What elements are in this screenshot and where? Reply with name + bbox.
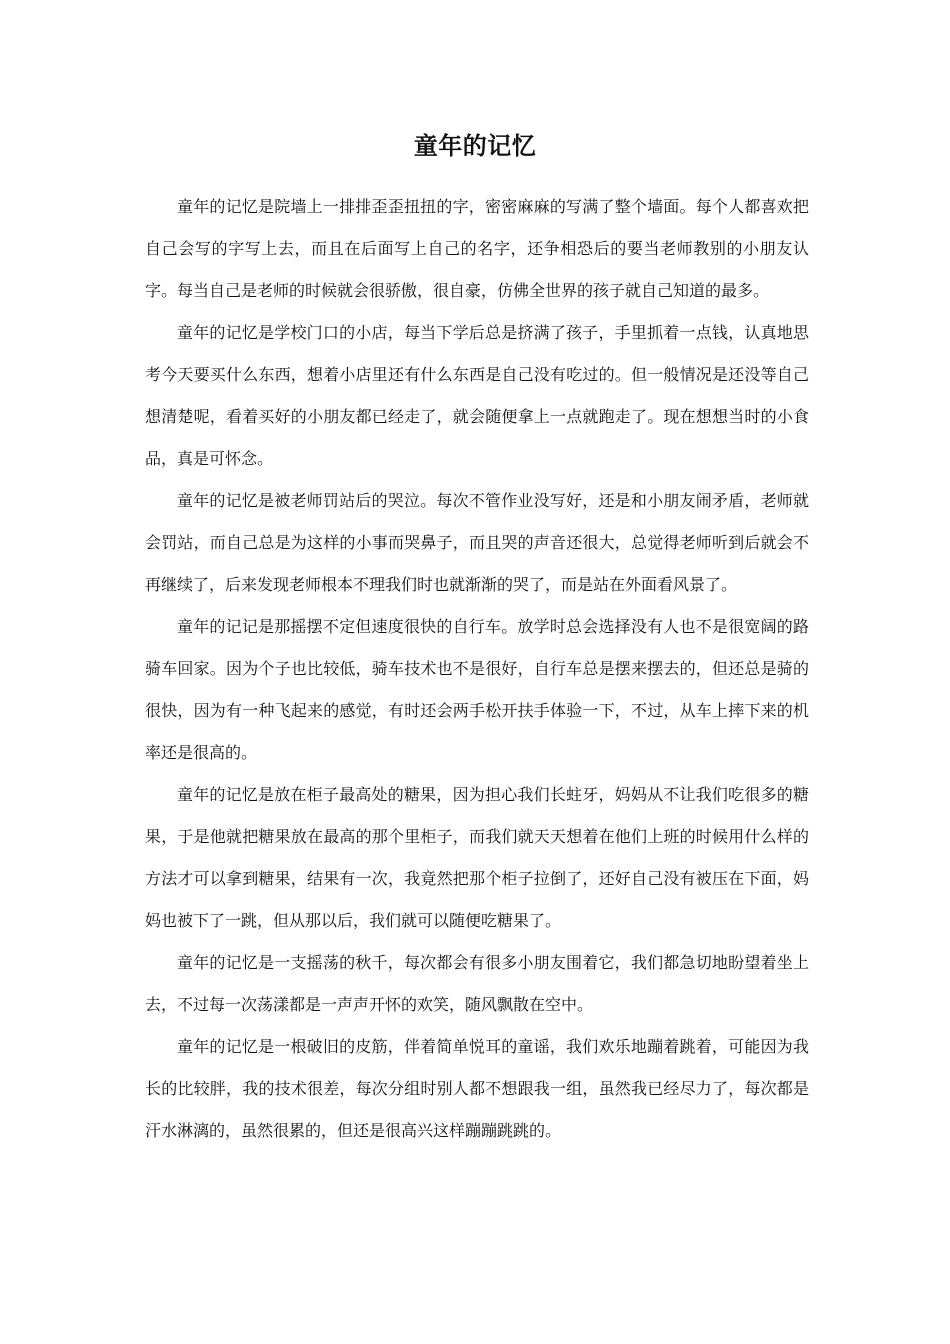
document-body [145, 186, 809, 1152]
paragraph: 童年的记忆是放在柜子最高处的糖果，因为担心我们长蛀牙，妈妈从不让我们吃很多的糖果，于是他就把糖果放在最高的那个里柜子，而我们就天天想着在他们上班的时候用什么样的方法才可以拿到糖果，结果有一次，我竟然把那个柜子拉倒了，还好自己没有被压在下面，妈妈也被下了一跳，但从那以后，我们就可以随便吃糖果了。 [145, 785, 809, 930]
paragraph: 童年的记忆是学校门口的小店，每当下学后总是挤满了孩子，手里抓着一点钱，认真地思考今天要买什么东西，想着小店里还有什么东西是自己没有吃过的。但一般情况是还没等自己想清楚呢，看着买好的小朋友都已经走了，就会随便拿上一点就跑走了。现在想想当时的小食品，真是可怀念。 [145, 323, 809, 468]
paragraph: 童年的记忆是被老师罚站后的哭泣。每次不管作业没写好，还是和小朋友闹矛盾，老师就会罚站，而自己总是为这样的小事而哭鼻子，而且哭的声音还很大，总觉得老师听到后就会不再继续了，后来发现老师根本不理我们时也就渐渐的哭了，而是站在外面看风景了。 [145, 491, 809, 594]
paragraph: 童年的记忆是一支摇荡的秋千，每次都会有很多小朋友围着它，我们都急切地盼望着坐上去，不过每一次荡漾都是一声声开怀的欢笑，随风飘散在空中。 [145, 953, 809, 1014]
paragraph: 童年的记忆是一根破旧的皮筋，伴着简单悦耳的童谣，我们欢乐地蹦着跳着，可能因为我长的比较胖，我的技术很差，每次分组时别人都不想跟我一组，虽然我已经尽力了，每次都是汗水淋漓的，虽然很累的，但还是很高兴这样蹦蹦跳跳的。 [145, 1037, 809, 1140]
paragraph: 童年的记忆是院墙上一排排歪歪扭扭的字，密密麻麻的写满了整个墙面。每个人都喜欢把自己会写的字写上去，而且在后面写上自己的名字，还争相恐后的要当老师教别的小朋友认字。每当自己是老师的时候就会很骄傲，很自豪，仿佛全世界的孩子就自己知道的最多。 [145, 197, 809, 300]
document-title: 童年的记忆 [413, 131, 537, 160]
paragraph: 童年的记记是那摇摆不定但速度很快的自行车。放学时总会选择没有人也不是很宽阔的路骑车回家。因为个子也比较低，骑车技术也不是很好，自行车总是摆来摆去的，但还总是骑的很快，因为有一种飞起来的感觉，有时还会两手松开扶手体验一下，不过，从车上摔下来的机率还是很高的。 [145, 617, 809, 762]
